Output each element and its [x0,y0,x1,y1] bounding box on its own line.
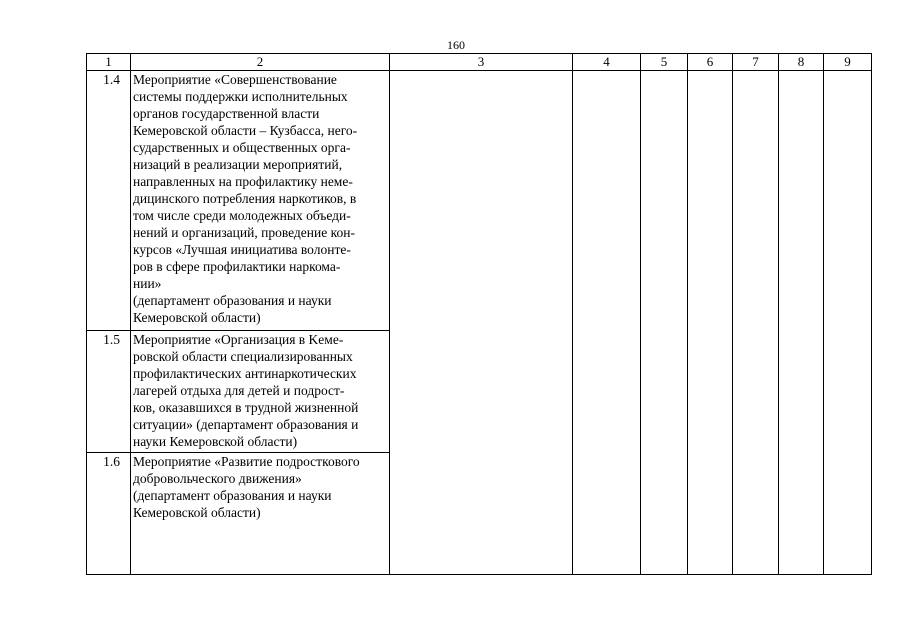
text-line: сударственных и общественных орга- [133,140,351,155]
column-header-7: 7 [733,54,779,71]
column-header-1: 1 [87,54,131,71]
text-line: Кемеровской области) [133,505,261,520]
text-line: Мероприятие «Совершенствование [133,72,337,87]
text-line: том числе среди молодежных объеди- [133,208,351,223]
text-line: ситуации» (департамент образования и [133,417,359,432]
column-header-6: 6 [688,54,733,71]
column-header-3: 3 [390,54,573,71]
text-line: (департамент образования и науки [133,488,332,503]
text-line: профилактических антинаркотических [133,366,357,381]
document-table [86,53,872,575]
text-line: Мероприятие «Развитие подросткового [133,454,360,469]
empty-cell-col-8 [779,71,824,575]
text-line: Мероприятие «Организация в Keме- [133,332,344,347]
empty-cell-col-6 [688,71,733,575]
row-number: 1.5 [87,331,131,453]
text-line: добровольческого движения» [133,471,302,486]
text-line: дицинского потребления наркотиков, в [133,191,357,206]
text-line: лагерей отдыха для детей и подрост- [133,383,345,398]
empty-cell-col-9 [824,71,872,575]
text-line: Кемеровской области – Кузбасса, него- [133,123,358,138]
column-header-5: 5 [641,54,688,71]
text-line: низаций в реализации мероприятий, [133,157,343,172]
event-description [131,331,390,453]
text-line: ровской области специализированных [133,349,353,364]
column-header-9: 9 [824,54,872,71]
text-line: нии» [133,276,162,291]
empty-cell-col-3 [390,71,573,575]
row-number: 1.4 [87,71,131,331]
event-description [131,453,390,575]
empty-cell-col-5 [641,71,688,575]
column-header-2: 2 [131,54,390,71]
text-line: ров в сфере профилактики наркома- [133,259,341,274]
text-line: науки Кемеровской области) [133,434,298,449]
text-line: (департамент образования и науки [133,293,332,308]
event-description [131,71,390,331]
column-header-4: 4 [573,54,641,71]
empty-cell-col-7 [733,71,779,575]
text-line: ков, оказавшихся в трудной жизненной [133,400,359,415]
page-number: 160 [447,38,465,52]
text-line: системы поддержки исполнительных [133,89,348,104]
row-number: 1.6 [87,453,131,575]
text-line: нений и организаций, проведение кон- [133,225,355,240]
text-line: органов государственной власти [133,106,320,121]
text-line: направленных на профилактику неме- [133,174,353,189]
column-header-8: 8 [779,54,824,71]
empty-cell-col-4 [573,71,641,575]
table-row [87,71,872,331]
text-line: Кемеровской области) [133,310,261,325]
table-header-row [87,54,872,71]
text-line: курсов «Лучшая инициатива волонте- [133,242,351,257]
